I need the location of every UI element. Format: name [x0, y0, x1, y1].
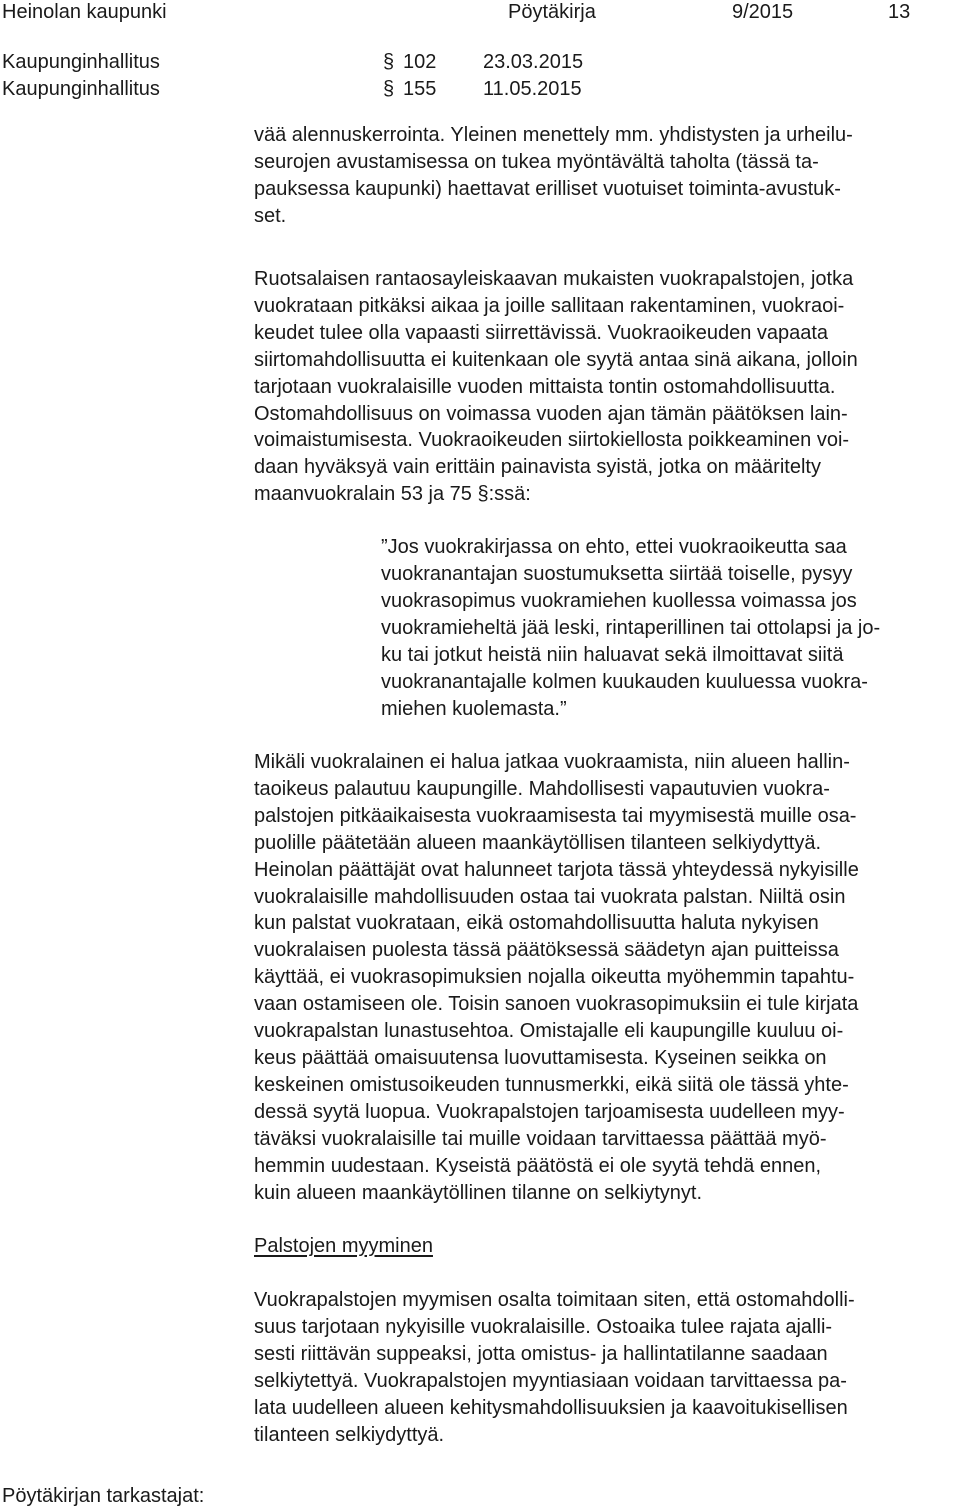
- text-line: vaan ostamiseen ole. Toisin sanoen vuokrasopimuksiin ei tule kirjata: [254, 993, 859, 1016]
- section-heading: Palstojen myyminen: [254, 1235, 433, 1257]
- register-body: Kaupunginhallitus: [2, 78, 160, 100]
- text-line: set.: [254, 204, 287, 227]
- quote-line: vuokranantajalle kolmen kuukauden kuuluessa vuokra-: [381, 671, 868, 693]
- register-date: 23.03.2015: [483, 51, 584, 73]
- quote-line: ”Jos vuokrakirjassa on ehto, ettei vuokraoikeutta saa: [381, 536, 847, 558]
- text-line: taoikeus palautuu kaupungille. Mahdollisesti vapautuvien vuokra-: [254, 777, 830, 800]
- text-line: vää alennuskerrointa. Yleinen menettely mm. yhdistysten ja urheilu-: [254, 124, 853, 146]
- text-line: seurojen avustamisessa on tukea myöntävältä taholta (tässä ta-: [254, 150, 819, 173]
- text-line: kun palstat vuokrataan, eikä ostomahdollisuutta haluta nykyisen: [254, 912, 819, 935]
- text-line: dessä syytä luopua. Vuokrapalstojen tarjoamisesta uudelleen myy-: [254, 1100, 845, 1123]
- text-line: selkiytettyä. Vuokrapalstojen myyntiasiaan voidaan tarvittaessa pa-: [254, 1369, 847, 1392]
- document-number: 9/2015: [732, 1, 794, 23]
- section-mark: §: [383, 51, 395, 73]
- text-line: suus tarjotaan nykyisille vuokralaisille. Ostoaika tulee rajata ajalli-: [254, 1315, 833, 1338]
- text-line: vuokralaisen puolesta tässä päätöksessä säädetyn ajan puitteissa: [254, 939, 839, 962]
- text-line: pauksessa kaupunki) haettavat erilliset vuotuiset toiminta-avustuk-: [254, 177, 841, 200]
- section-heading-block: [254, 1233, 960, 1260]
- text-line: vuokrapalstan lunastusehtoa. Omistajalle eli kaupungille kuuluu oi-: [254, 1020, 844, 1043]
- text-line: kuin alueen maankäytöllinen tilanne on selkiytynyt.: [254, 1181, 703, 1204]
- quote-line: vuokramieheltä jää leski, rintaperillinen tai ottolapsi ja jo-: [381, 617, 881, 639]
- text-line: keudet tulee olla vapaasti siirrettävissä. Vuokraoikeuden vapaata: [254, 321, 829, 344]
- text-line: käyttää, ei vuokrasopimuksien nojalla oikeutta myöhemmin tapahtu-: [254, 966, 855, 989]
- text-line: keus päättää omaisuutensa luovuttamisesta. Kyseinen seikka on: [254, 1046, 827, 1069]
- text-line: siirtomahdollisuutta ei kuitenkaan ole syytä antaa sinä aikana, jolloin: [254, 348, 858, 371]
- paragraph-transfer-rights: [254, 266, 960, 508]
- section-number: 102: [403, 51, 437, 73]
- quote-line: vuokrasopimus vuokramiehen kuollessa voimassa jos: [381, 590, 857, 612]
- paragraph-continuation: [254, 122, 960, 230]
- section-number: 155: [403, 78, 437, 100]
- quote-line: vuokranantajan suostumuksetta siirtää toiselle, pysyy: [381, 563, 853, 585]
- text-line: sesti riittävän suppeaksi, jotta omistus- ja hallintatilanne saadaan: [254, 1342, 828, 1365]
- paragraph-ownership: [254, 749, 960, 1206]
- text-line: maanvuokralain 53 ja 75 §:ssä:: [254, 483, 531, 506]
- section-mark: §: [383, 78, 395, 100]
- organization-name: Heinolan kaupunki: [2, 1, 167, 23]
- text-line: Heinolan päättäjät ovat halunneet tarjota tässä yhteydessä nykyisille: [254, 858, 859, 881]
- text-line: voimaistumisesta. Vuokraoikeuden siirtokiellosta poikkeaminen voi-: [254, 429, 850, 452]
- text-line: tarjotaan vuokralaisille vuoden mittaista tontin ostomahdollisuutta.: [254, 375, 836, 398]
- text-line: Vuokrapalstojen myymisen osalta toimitaan siten, että ostomahdolli-: [254, 1289, 855, 1311]
- text-line: Mikäli vuokralainen ei halua jatkaa vuokraamista, niin alueen hallin-: [254, 751, 850, 773]
- text-line: vuokralaisille mahdollisuuden ostaa tai vuokrata palstan. Niiltä osin: [254, 885, 846, 908]
- text-line: palstojen pitkäaikaisesta vuokraamisesta tai myymisestä muille osa-: [254, 804, 857, 827]
- paragraph-sale: [254, 1287, 960, 1448]
- quote-line: ku tai jotkut heistä niin haluavat sekä ilmoittavat siitä: [381, 644, 844, 666]
- text-line: hemmin uudestaan. Kyseistä päätöstä ei ole syytä tehdä ennen,: [254, 1154, 822, 1177]
- text-line: daan hyväksyä vain erittäin painavista syistä, jotka on määritelty: [254, 456, 821, 479]
- legal-quote: [381, 534, 960, 723]
- footer-reviewers-label: Pöytäkirjan tarkastajat:: [2, 1485, 205, 1507]
- quote-line: miehen kuolemasta.”: [381, 698, 567, 720]
- text-line: lata uudelleen alueen kehitysmahdollisuuksien ja kaavoitukisellisen: [254, 1396, 848, 1419]
- page-number: 13: [888, 1, 911, 23]
- text-line: tilanteen selkiydyttyä.: [254, 1423, 445, 1446]
- document-type: Pöytäkirja: [508, 1, 596, 23]
- text-line: Ruotsalaisen rantaosayleiskaavan mukaisten vuokrapalstojen, jotka: [254, 268, 854, 290]
- text-line: täväksi vuokralaisille tai muille voidaan tarvittaessa päättää myö-: [254, 1127, 827, 1150]
- register-date: 11.05.2015: [483, 78, 582, 100]
- text-line: vuokrataan pitkäksi aikaa ja joille sallitaan rakentaminen, vuokraoi-: [254, 294, 845, 317]
- text-line: keskeinen omistusoikeuden tunnusmerkki, eikä siitä ole tässä yhte-: [254, 1073, 849, 1096]
- text-line: puolille päätetään alueen maankäytöllisen tilanteen selkiydyttyä.: [254, 831, 822, 854]
- register-body: Kaupunginhallitus: [2, 51, 160, 73]
- text-line: Ostomahdollisuus on voimassa vuoden ajan tämän päätöksen lain-: [254, 402, 848, 425]
